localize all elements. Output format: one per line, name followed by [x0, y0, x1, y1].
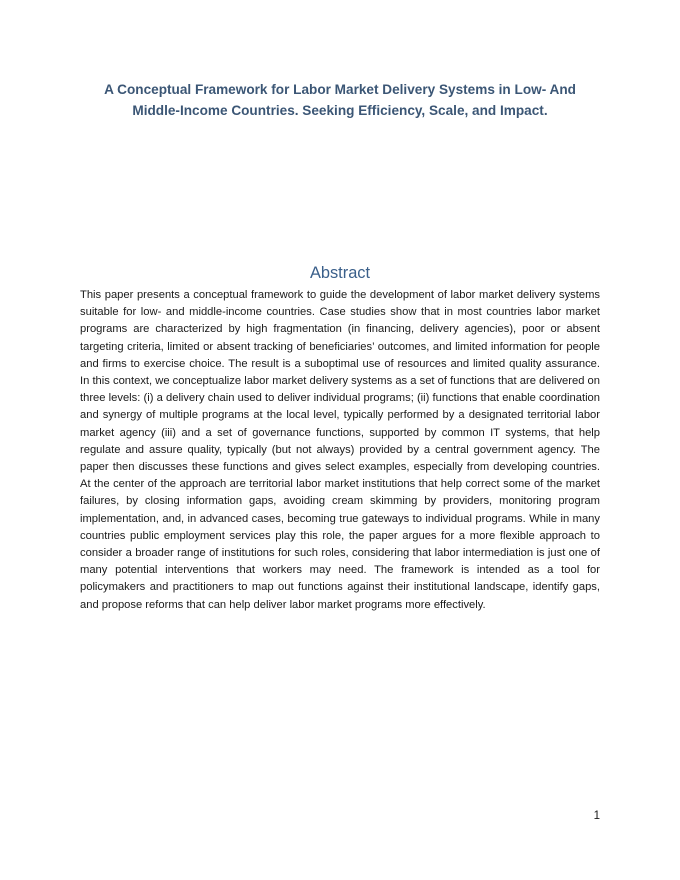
page-number: 1	[593, 810, 600, 822]
abstract-paragraph: This paper presents a conceptual framework to guide the development of labor market delivery systems suitable for low- and middle-income countries. Case studies show that in most countries labor market programs are characterized by high fragmentation (in financing, delivery agencies), poor or absent targeting criteria, limited or absent tracking of beneficiaries’ outcomes, and limited information for people and firms to exercise choice. The result is a suboptimal use of resources and limited quality assurance. In this context, we conceptualize labor market delivery systems as a set of functions that are delivered on three levels: (i) a delivery chain used to deliver individual programs; (ii) functions that enable coordination and synergy of multiple programs at the local level, typically performed by a designated territorial labor market agency (iii) and a set of governance functions, supported by common IT systems, that help regulate and assure quality, typically (but not always) provided by a central government agency. The paper then discusses these functions and gives select examples, especially from developing countries. At the center of the approach are territorial labor market institutions that help correct some of the market failures, by closing information gaps, avoiding cream skimming by providers, monitoring program implementation, and, in advanced cases, becoming true gateways to individual programs. While in many countries public employment services play this role, the paper argues for a more flexible approach to consider a broader range of institutions for such roles, considering that labor intermediation is just one of many potential interventions that workers may need. The framework is intended as a tool for policymakers and practitioners to map out functions against their institutional landscape, identify gaps, and propose reforms that can help deliver labor market programs more effectively.	[80, 289, 600, 611]
document-title: A Conceptual Framework for Labor Market Delivery Systems in Low- And Middle-Income Countries. Seeking Efficiency, Scale, and Impact.	[104, 82, 576, 118]
abstract-heading: Abstract	[309, 264, 371, 282]
